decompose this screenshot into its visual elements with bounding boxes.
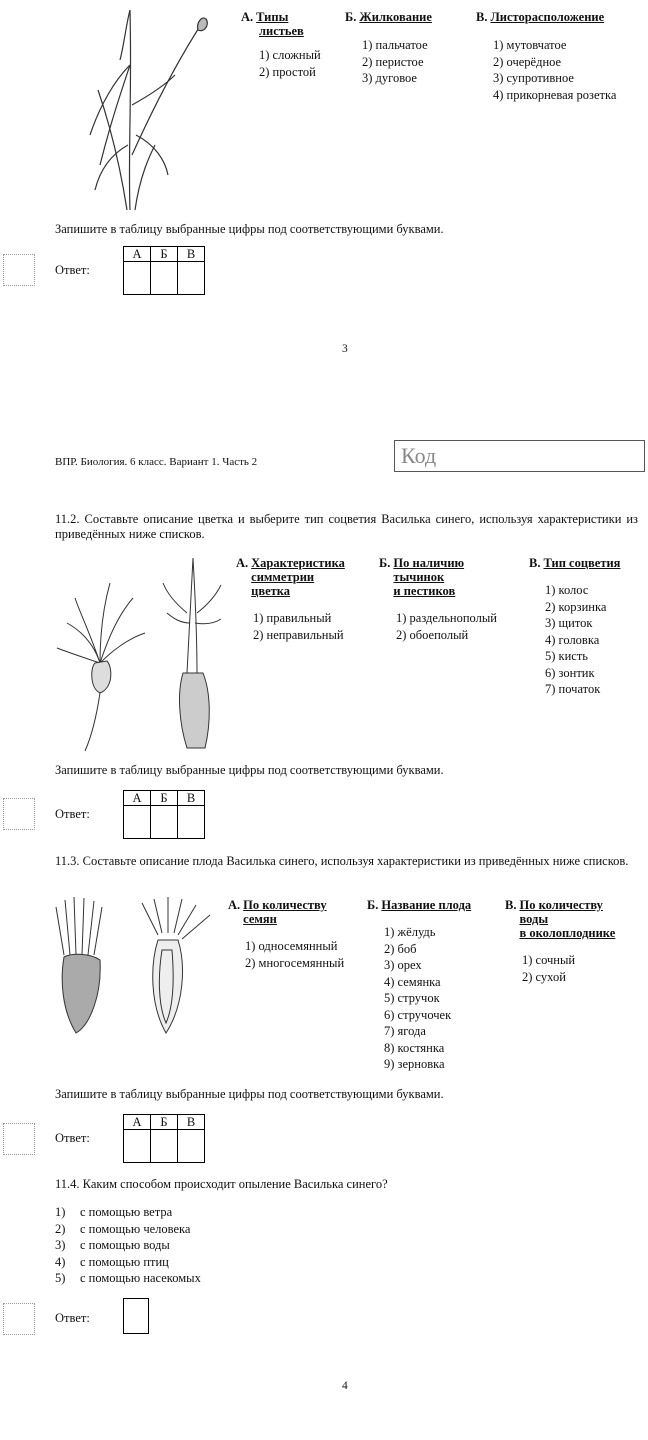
answer-table [123,246,205,295]
option: 6) стручочек [384,1007,452,1022]
answer-cell-b[interactable] [151,262,178,295]
option: 8) костянка [384,1040,445,1055]
option: 1) мутовчатое [493,38,567,52]
table-header: В [178,247,205,262]
option: 5) кисть [545,649,589,663]
option: 9) зерновка [384,1057,445,1071]
option: 1) раздельнополый [396,611,497,625]
fruit-illustration [50,895,225,1040]
margin-score-box [3,1123,35,1155]
col-b-title-line: и пестиков [393,584,456,598]
instruction: Запишите в таблицу выбранные цифры под соответствующими буквами. [55,763,444,777]
option: 2) многосемянный [245,955,345,970]
q11-2-col-b [379,556,497,643]
q11-4-text: 11.4. Каким способом происходит опыление Василька синего? [55,1177,388,1191]
option: 4) семянка [384,974,441,989]
option: 1) пальчатое [362,38,428,52]
col-v-letter: В. [529,556,541,570]
col-a-letter: А. [228,898,241,912]
option: 3) щиток [545,616,593,630]
q11-2-col-a [236,556,345,643]
option: 1) сочный [522,953,576,967]
col-v-title-line: По количеству [519,898,603,912]
option-text: с помощью воды [80,1238,170,1252]
margin-score-box [3,1303,35,1335]
list-item [55,1270,201,1287]
table-header: В [178,1115,205,1130]
answer-cell-b[interactable] [151,806,178,839]
answer-cell-a[interactable] [124,1130,151,1163]
margin-score-box [3,254,35,286]
option: 6) зонтик [545,665,595,680]
answer-cell-v[interactable] [178,262,205,295]
code-box: Код [394,440,645,472]
option: 1) правильный [253,611,332,625]
q11-1-col-b [345,10,432,87]
q11-2-text: 11.2. Составьте описание цветка и выберите тип соцветия Василька синего, используя характеристики из приведённых ниже списков. [55,512,638,541]
option: 1) сложный [259,48,321,62]
option: 1) односемянный [245,939,338,953]
header-title: ВПР. Биология. 6 класс. Вариант 1. Часть 2 [55,456,258,468]
answer-label: Ответ: [55,1131,90,1145]
option: 1) колос [545,583,589,597]
col-a-title-line: цветка [251,584,291,598]
q11-1-col-a [241,10,321,80]
option: 7) початок [545,682,601,696]
option: 2) корзинка [545,599,607,614]
option: 2) боб [384,941,417,956]
option: 2) обоеполый [396,627,469,642]
option-number: 4) [55,1254,66,1269]
col-v-letter: В. [476,10,488,24]
answer-box[interactable] [123,1298,149,1334]
answer-cell-a[interactable] [124,262,151,295]
option: 2) простой [259,64,316,79]
cornflower-illustration [55,553,230,753]
option: 5) стручок [384,991,440,1005]
table-header: А [124,247,151,262]
answer-cell-v[interactable] [178,806,205,839]
instruction: Запишите в таблицу выбранные цифры под соответствующими буквами. [55,1087,444,1101]
answer-label: Ответ: [55,807,90,821]
table-header: В [178,791,205,806]
answer-table [123,1114,205,1163]
list-item [55,1237,201,1254]
q11-1-col-v [476,10,616,103]
col-b-letter: Б. [345,10,357,24]
answer-cell-a[interactable] [124,806,151,839]
option-text: с помощью насекомых [80,1271,201,1285]
table-header: Б [151,1115,178,1130]
col-a-title-line: Характеристика [251,556,345,570]
option-text: с помощью птиц [80,1254,169,1269]
option-number: 1) [55,1205,66,1219]
option: 3) дуговое [362,71,417,85]
col-b-title-line: тычинок [393,570,445,584]
option: 4) головка [545,632,600,647]
q11-3-col-v [505,898,615,985]
col-a-title-line: По количеству [243,898,327,912]
col-a-title-line2: листьев [259,24,304,38]
table-header: А [124,791,151,806]
option: 2) неправильный [253,627,344,642]
col-b-title-line: По наличию [393,556,465,570]
margin-score-box [3,798,35,830]
col-a-title: Типы [256,10,289,24]
option: 3) супротивное [493,71,574,85]
instruction: Запишите в таблицу выбранные цифры под соответствующими буквами. [55,222,444,236]
option: 3) орех [384,958,422,972]
table-header: Б [151,247,178,262]
col-b-title: Жилкование [359,10,432,24]
option: 2) сухой [522,969,566,984]
list-item [55,1221,201,1238]
col-v-title-line: в околоплоднике [519,926,616,940]
table-header: Б [151,791,178,806]
q11-2-col-v [529,556,620,698]
q11-3-col-a [228,898,344,971]
page-number: 4 [342,1380,348,1392]
option: 1) жёлудь [384,925,436,939]
answer-label: Ответ: [55,263,90,277]
q11-3-text: 11.3. Составьте описание плода Василька синего, используя характеристики из приведённых ниже списков. [55,854,629,868]
col-b-letter: Б. [367,898,379,912]
answer-label: Ответ: [55,1311,90,1325]
q11-4-options [55,1204,201,1287]
option: 2) очерёдное [493,54,562,69]
col-a-letter: А. [236,556,249,570]
option-number: 2) [55,1221,66,1236]
table-header: А [124,1115,151,1130]
col-a-title-line: семян [243,912,277,926]
col-a-letter: А. [241,10,254,24]
list-item [55,1254,201,1271]
col-v-title: Листорасположение [490,10,605,24]
col-v-title-line: Тип соцветия [543,556,621,570]
col-b-title-line: Название плода [381,898,472,912]
col-a-title-line: симметрии [251,570,315,584]
q11-3-col-b [367,898,471,1073]
col-v-letter: В. [505,898,517,912]
answer-table [123,790,205,839]
answer-cell-b[interactable] [151,1130,178,1163]
list-item [55,1204,201,1221]
plant-illustration [80,5,210,215]
page-number: 3 [342,343,348,355]
option-number: 5) [55,1271,66,1285]
option: 4) прикорневая розетка [493,87,617,102]
option: 7) ягода [384,1024,426,1038]
answer-cell-v[interactable] [178,1130,205,1163]
option-number: 3) [55,1238,66,1252]
option: 2) перистое [362,54,424,69]
option-text: с помощью ветра [80,1205,173,1219]
option-text: с помощью человека [80,1221,191,1236]
col-v-title-line: воды [519,912,549,926]
col-b-letter: Б. [379,556,391,570]
